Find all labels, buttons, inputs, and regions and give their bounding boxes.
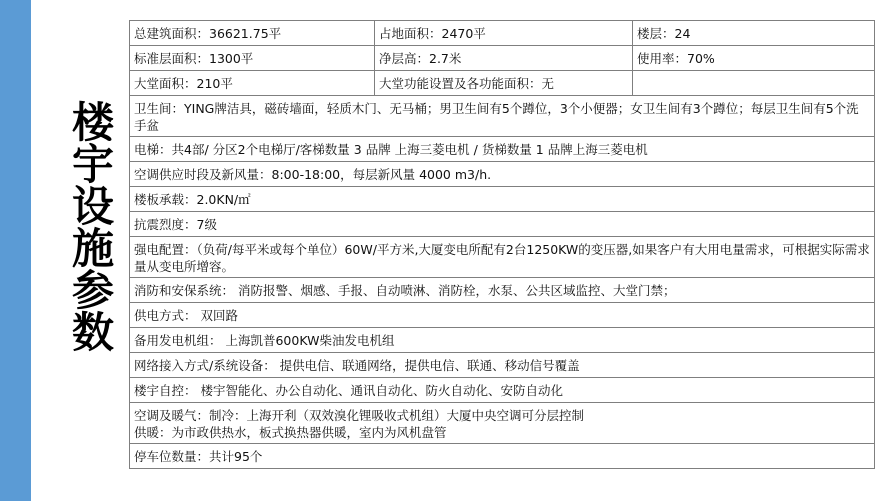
table-row [130, 237, 875, 278]
table-row [130, 46, 875, 71]
elevator-cell: 电梯：共4部/ 分区2个电梯厅/客梯数量 3 品牌 上海三菱电机 / 货梯数量 1 品牌上海三菱电机 [130, 137, 875, 162]
network-cell: 网络接入方式/系统设备： 提供电信、联通网络，提供电信、联通、移动信号覆盖 [130, 353, 875, 378]
land-area-cell: 占地面积：2470平 [375, 21, 633, 46]
table-row [130, 378, 875, 403]
table-row [130, 71, 875, 96]
floor-load-cell: 楼板承载：2.0KN/㎡ [130, 187, 875, 212]
hvac-heating-line: 供暖：为市政供热水，板式换热器供暖，室内为风机盘管 [134, 424, 447, 440]
lobby-area-cell: 大堂面积：210平 [130, 71, 375, 96]
table-row [130, 212, 875, 237]
seismic-cell: 抗震烈度：7级 [130, 212, 875, 237]
facility-spec-table [129, 20, 875, 469]
table-row [130, 187, 875, 212]
page-title: 楼宇设施参数 [66, 100, 115, 352]
floor-count-cell: 楼层：24 [633, 21, 875, 46]
power-config-cell: 强电配置：（负荷/每平米或每个单位）60W/平方米,大厦变电所配有2台1250KW的变压器,如果客户有大用电量需求，可根据实际需求量从变电所增容。 [130, 237, 875, 278]
table-row [130, 303, 875, 328]
table-row [130, 137, 875, 162]
hvac-cell [130, 403, 875, 444]
table-row [130, 162, 875, 187]
power-supply-cell: 供电方式： 双回路 [130, 303, 875, 328]
empty-cell [633, 71, 875, 96]
automation-cell: 楼宇自控： 楼宇智能化、办公自动化、通讯自动化、防火自动化、安防自动化 [130, 378, 875, 403]
left-accent-bar [0, 0, 31, 501]
standard-floor-area-cell: 标准层面积：1300平 [130, 46, 375, 71]
table-row [130, 96, 875, 137]
parking-cell: 停车位数量：共计95个 [130, 444, 875, 469]
total-floor-area-cell: 总建筑面积：36621.75平 [130, 21, 375, 46]
ac-supply-cell: 空调供应时段及新风量：8:00-18:00，每层新风量 4000 m3/h. [130, 162, 875, 187]
table-row [130, 353, 875, 378]
fire-security-cell: 消防和安保系统： 消防报警、烟感、手报、自动喷淋、消防栓，水泵、公共区域监控、大堂门禁； [130, 278, 875, 303]
usage-rate-cell: 使用率：70% [633, 46, 875, 71]
table-row [130, 444, 875, 469]
ceiling-height-cell: 净层高：2.7米 [375, 46, 633, 71]
lobby-function-cell: 大堂功能设置及各功能面积：无 [375, 71, 633, 96]
table-row [130, 328, 875, 353]
table-row [130, 403, 875, 444]
hvac-cooling-line: 空调及暖气：制冷：上海开利（双效溴化锂吸收式机组）大厦中央空调可分层控制 [134, 407, 585, 423]
table-row [130, 21, 875, 46]
generator-cell: 备用发电机组： 上海凯普600KW柴油发电机组 [130, 328, 875, 353]
table-row [130, 278, 875, 303]
restroom-cell: 卫生间：YING牌洁具，磁砖墙面，轻质木门、无马桶；男卫生间有5个蹲位，3个小便器；女卫生间有3个蹲位；每层卫生间有5个洗手盆 [130, 96, 875, 137]
